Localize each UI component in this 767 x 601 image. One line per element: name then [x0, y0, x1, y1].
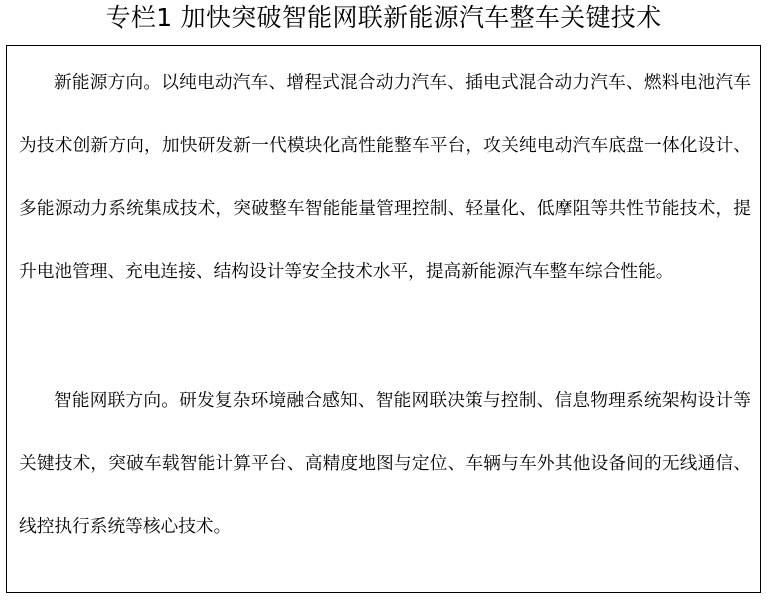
paragraph-new-energy: 新能源方向。以纯电动汽车、增程式混合动力汽车、插电式混合动力汽车、燃料电池汽车为技术创新方向，加快研发新一代模块化高性能整车平台，攻关纯电动汽车底盘一体化设计、多能源动力系统集成技术，突破整车智能能量管理控制、轻量化、低摩阻等共性节能技术，提升电池管理、充电连接、结构设计等安全技术水平，提高新能源汽车整车综合性能。 [19, 73, 751, 282]
box-title: 专栏1 加快突破智能网联新能源汽车整车关键技术 [105, 3, 662, 32]
paragraph-intelligent-connected: 智能网联方向。研发复杂环境融合感知、智能网联决策与控制、信息物理系统架构设计等关键技术，突破车载智能计算平台、高精度地图与定位、车辆与车外其他设备间的无线通信、线控执行系统等核心技术。 [19, 391, 751, 537]
